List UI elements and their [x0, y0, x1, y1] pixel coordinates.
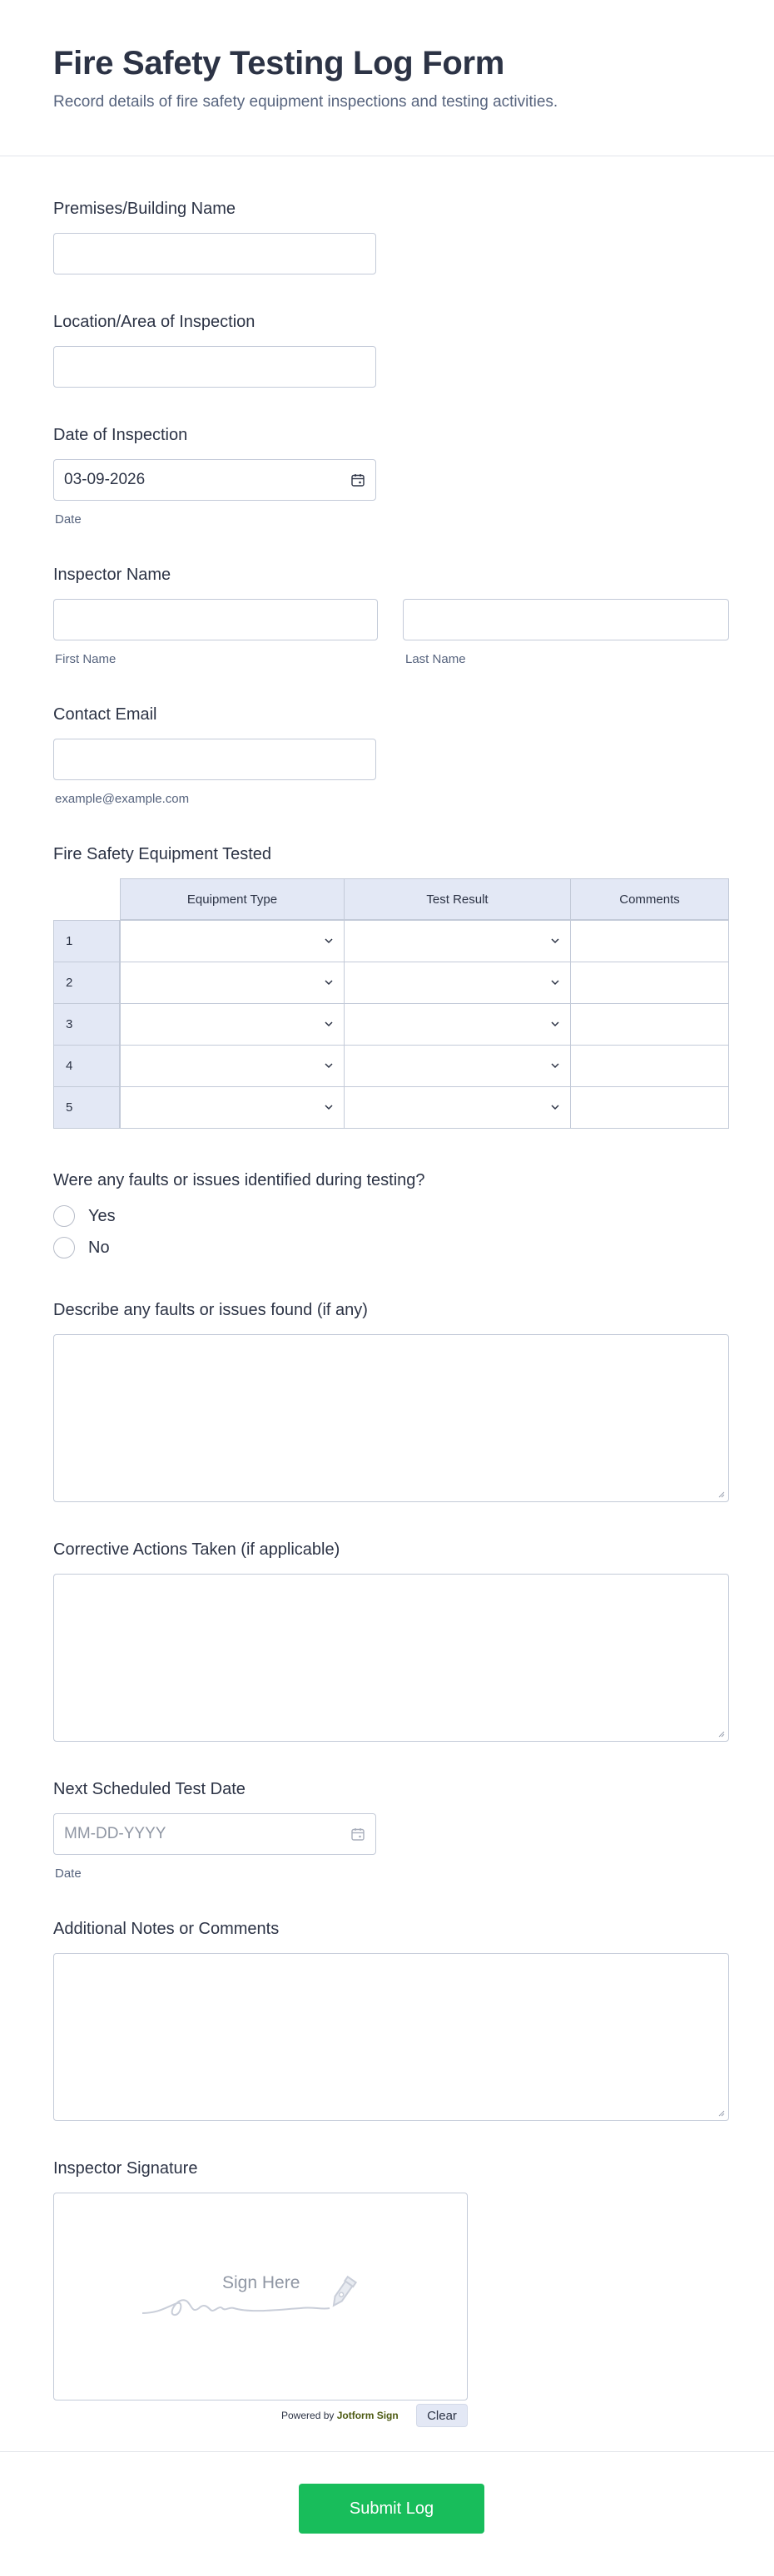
- table-row-header: 5: [53, 1086, 120, 1129]
- equipment-type-select[interactable]: [120, 1045, 345, 1087]
- table-row-header: 3: [53, 1003, 120, 1046]
- jotform-sign-brand[interactable]: Jotform Sign: [336, 2410, 399, 2421]
- form-subtitle: Record details of fire safety equipment inspections and testing activities.: [53, 93, 558, 111]
- comments-input[interactable]: [570, 1086, 729, 1129]
- table-row-header: 4: [53, 1045, 120, 1087]
- comments-input[interactable]: [570, 1045, 729, 1087]
- footer-divider: [0, 2451, 774, 2452]
- additional-notes-textarea[interactable]: [53, 1953, 729, 2121]
- additional-notes-field: [53, 1918, 279, 1940]
- chevron-down-icon: [324, 1019, 334, 1029]
- form-title: Fire Safety Testing Log Form: [53, 45, 505, 82]
- radio-button[interactable]: [53, 1205, 75, 1227]
- clear-signature-button[interactable]: Clear: [416, 2404, 468, 2427]
- table-row-header: 1: [53, 920, 120, 962]
- submit-button[interactable]: Submit Log: [299, 2484, 484, 2534]
- calendar-icon[interactable]: [350, 472, 365, 487]
- test-result-select[interactable]: [344, 1003, 571, 1046]
- column-equipment-type: Equipment Type: [120, 878, 345, 920]
- comments-input[interactable]: [570, 920, 729, 962]
- signature-pad[interactable]: [53, 2193, 468, 2400]
- contact-email-label: Contact Email: [53, 705, 157, 724]
- faults-question-field: [53, 1169, 425, 1191]
- equipment-type-select[interactable]: [120, 920, 345, 962]
- premises-label: Premises/Building Name: [53, 200, 236, 218]
- corrective-actions-field: [53, 1539, 340, 1560]
- location-input[interactable]: [53, 346, 376, 388]
- faults-description-label: Describe any faults or issues found (if any): [53, 1301, 368, 1319]
- last-name-input[interactable]: [403, 599, 729, 640]
- contact-email-sublabel: example@example.com: [55, 792, 190, 806]
- table-row-header: 2: [53, 962, 120, 1004]
- additional-notes-label: Additional Notes or Comments: [53, 1920, 280, 1938]
- first-name-input[interactable]: [53, 599, 378, 640]
- equipment-label: Fire Safety Equipment Tested: [53, 845, 271, 863]
- equipment-type-select[interactable]: [120, 1003, 345, 1046]
- inspection-date-field: [53, 424, 187, 446]
- next-test-date-input[interactable]: [53, 1813, 376, 1855]
- radio-button[interactable]: [53, 1237, 75, 1258]
- inspection-date-input[interactable]: [53, 459, 376, 501]
- equipment-field: [53, 843, 271, 865]
- chevron-down-icon: [550, 936, 560, 946]
- resize-handle-icon[interactable]: [717, 2109, 725, 2117]
- inspection-date-sublabel: Date: [55, 512, 82, 527]
- signature-label: Inspector Signature: [53, 2159, 198, 2178]
- premises-input[interactable]: [53, 233, 376, 274]
- chevron-down-icon: [324, 1102, 334, 1112]
- equipment-type-select[interactable]: [120, 962, 345, 1004]
- premises-field: [53, 198, 236, 220]
- chevron-down-icon: [324, 936, 334, 946]
- chevron-down-icon: [550, 977, 560, 987]
- resize-handle-icon[interactable]: [717, 1491, 725, 1498]
- corrective-actions-label: Corrective Actions Taken (if applicable): [53, 1540, 340, 1559]
- location-field: [53, 311, 255, 333]
- faults-question-label: Were any faults or issues identified during testing?: [53, 1171, 425, 1189]
- corrective-actions-textarea[interactable]: [53, 1574, 729, 1742]
- comments-input[interactable]: [570, 962, 729, 1004]
- powered-by: [281, 2410, 399, 2421]
- last-name-sublabel: Last Name: [405, 652, 466, 666]
- signature-field: [53, 2158, 197, 2179]
- contact-email-input[interactable]: [53, 739, 376, 780]
- calendar-icon[interactable]: [350, 1827, 365, 1842]
- contact-email-field: [53, 704, 157, 725]
- faults-description-textarea[interactable]: [53, 1334, 729, 1502]
- next-test-date-field: [53, 1778, 246, 1800]
- inspector-name-label: Inspector Name: [53, 566, 171, 584]
- chevron-down-icon: [550, 1019, 560, 1029]
- chevron-down-icon: [550, 1102, 560, 1112]
- inspector-name-field: [53, 564, 171, 586]
- chevron-down-icon: [324, 977, 334, 987]
- faults-description-field: [53, 1299, 368, 1321]
- location-label: Location/Area of Inspection: [53, 313, 256, 331]
- chevron-down-icon: [324, 1061, 334, 1070]
- radio-label: Yes: [88, 1206, 116, 1225]
- inspection-date-label: Date of Inspection: [53, 426, 188, 444]
- form-header: [0, 0, 774, 156]
- test-result-select[interactable]: [344, 1045, 571, 1087]
- radio-label: No: [88, 1238, 110, 1257]
- powered-by-text: Powered by: [281, 2410, 335, 2421]
- chevron-down-icon: [550, 1061, 560, 1070]
- test-result-select[interactable]: [344, 962, 571, 1004]
- column-test-result: Test Result: [344, 878, 571, 920]
- test-result-select[interactable]: [344, 1086, 571, 1129]
- column-comments: Comments: [570, 878, 729, 920]
- next-test-date-label: Next Scheduled Test Date: [53, 1780, 246, 1798]
- resize-handle-icon[interactable]: [717, 1730, 725, 1738]
- radio-option-yes[interactable]: [53, 1204, 116, 1228]
- comments-input[interactable]: [570, 1003, 729, 1046]
- radio-option-no[interactable]: [53, 1236, 110, 1259]
- next-test-date-sublabel: Date: [55, 1866, 82, 1881]
- inspection-date-value: 03-09-2026: [64, 471, 146, 488]
- first-name-sublabel: First Name: [55, 652, 117, 666]
- equipment-type-select[interactable]: [120, 1086, 345, 1129]
- signature-placeholder: Sign Here: [222, 2273, 300, 2292]
- test-result-select[interactable]: [344, 920, 571, 962]
- next-test-date-placeholder: MM-DD-YYYY: [64, 1825, 166, 1842]
